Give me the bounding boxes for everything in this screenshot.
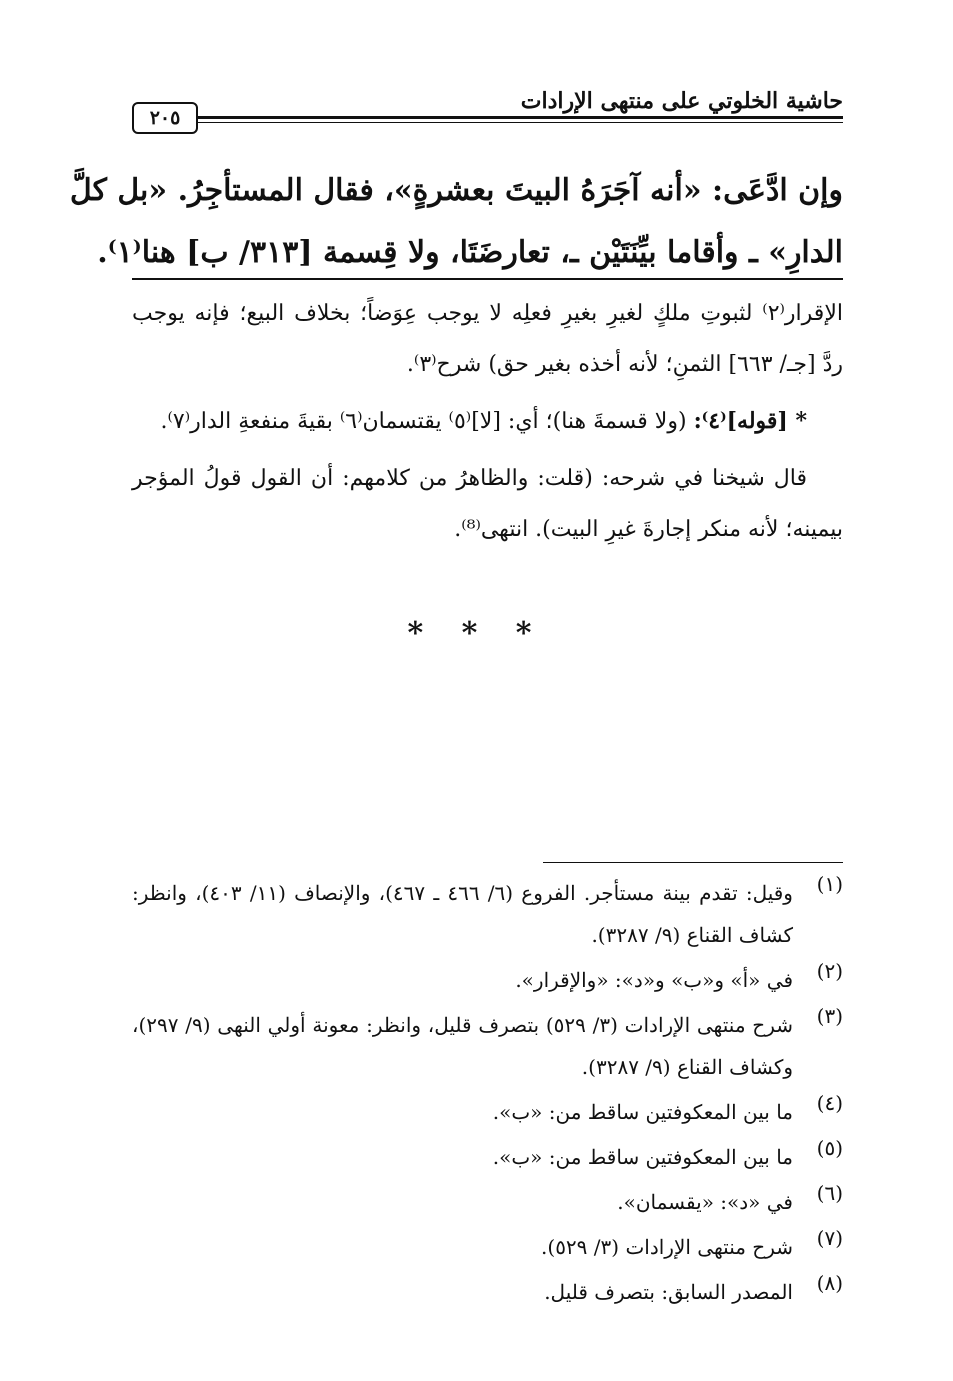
footnote-separator xyxy=(543,862,843,863)
quote-marker: * [قوله]⁽٤⁾: xyxy=(693,408,807,434)
footnote xyxy=(132,1136,843,1178)
footnote-number: (٨) xyxy=(816,1271,843,1295)
matn-text xyxy=(69,160,843,284)
header-rule xyxy=(192,116,843,119)
commentary-inline: (ولا قسمةَ هنا)؛ أي: [لا]⁽٥⁾ يقتسمان⁽٦⁾ بقيةَ منفعةِ الدار⁽٧⁾. xyxy=(160,409,694,434)
commentary-line: قال شيخنا في شرحه: (قلت: والظاهرُ من كلامهم: أن القول قولُ المؤجر xyxy=(132,466,807,491)
footnote-text xyxy=(132,872,843,956)
footnote xyxy=(132,1004,843,1088)
running-title: حاشية الخلوتي على منتهى الإرادات xyxy=(520,88,843,114)
footnote xyxy=(132,1181,843,1223)
footnote-number: (٤) xyxy=(816,1091,843,1115)
commentary-line: الإقرار⁽٢⁾ لثبوتِ ملكٍ لغيرِ بغيرِ فعلِه لا يوجب عِوَضاً؛ بخلاف البيع؛ فإنه يوجب xyxy=(132,301,843,326)
footnote xyxy=(132,1226,843,1268)
matn-line: وإن ادَّعَى: «أنه آجَرَهُ البيتَ بعشرةٍ»، فقال المستأجِرُ. «بل كلَّ xyxy=(69,173,843,208)
footnote-text xyxy=(132,1004,843,1088)
footnote-line: ما بين المعكوفتين ساقط من: «ب». xyxy=(492,1100,793,1124)
commentary-line: بيمينه؛ لأنه منكر إجارةَ غيرِ البيت). انتهى⁽⁸⁾. xyxy=(454,517,843,542)
footnotes xyxy=(132,872,843,1313)
matn-line: الدارِ» ـ وأقاما بيِّنَتَيْن ـ، تعارضَتَا، ولا قِسمة [٣١٣/ ب] هنا⁽١⁾. xyxy=(97,235,843,270)
footnote-line: في «أ» و«ب» و«د»: «والإقرار». xyxy=(515,968,793,992)
footnote-number: (٦) xyxy=(816,1181,843,1205)
footnote-line: كشاف القناع (٩/ ٣٢٨٧). xyxy=(591,923,793,947)
footnote-number: (٥) xyxy=(816,1136,843,1160)
footnote xyxy=(132,959,843,1001)
page-header xyxy=(132,88,843,138)
section-divider xyxy=(132,278,843,280)
commentary-line: ردَّ [جـ/ ٦٦٣] الثمنِ؛ لأنه أخذه بغير حق) شرح⁽٣⁾. xyxy=(406,352,843,377)
commentary-text xyxy=(132,288,843,555)
footnote-number: (١) xyxy=(816,872,843,896)
footnote-text xyxy=(132,1271,843,1313)
footnote-text xyxy=(132,959,843,1001)
footnote-line: في «د»: «يقسمان». xyxy=(617,1190,793,1214)
page-number: ٢٠٥ xyxy=(132,102,198,134)
footnote-text xyxy=(132,1181,843,1223)
commentary-line xyxy=(132,396,843,447)
footnote-text xyxy=(132,1226,843,1268)
footnote-line: المصدر السابق: بتصرف قليل. xyxy=(544,1280,793,1304)
footnote-line: وكشاف القناع (٩/ ٣٢٨٧). xyxy=(581,1055,793,1079)
footnote-number: (٢) xyxy=(816,959,843,983)
footnote xyxy=(132,1091,843,1133)
footnote-line: شرح منتهى الإرادات (٣/ ٥٢٩) بتصرف قليل، وانظر: معونة أولي النهى (٩/ ٢٩٧)، xyxy=(132,1013,793,1037)
footnote-line: ما بين المعكوفتين ساقط من: «ب». xyxy=(492,1145,793,1169)
section-ornament: * * * xyxy=(407,616,546,651)
footnote-line: شرح منتهى الإرادات (٣/ ٥٢٩). xyxy=(541,1235,793,1259)
footnote-number: (٧) xyxy=(816,1226,843,1250)
footnote-number: (٣) xyxy=(816,1004,843,1028)
footnote xyxy=(132,872,843,956)
footnote-text xyxy=(132,1091,843,1133)
header-rule-thin xyxy=(192,122,843,123)
footnote xyxy=(132,1271,843,1313)
footnote-line: وقيل: تقدم بينة مستأجر. الفروع (٦/ ٤٦٦ ـ ٤٦٧)، والإنصاف (١١/ ٤٠٣)، وانظر: xyxy=(132,881,793,905)
footnote-text xyxy=(132,1136,843,1178)
